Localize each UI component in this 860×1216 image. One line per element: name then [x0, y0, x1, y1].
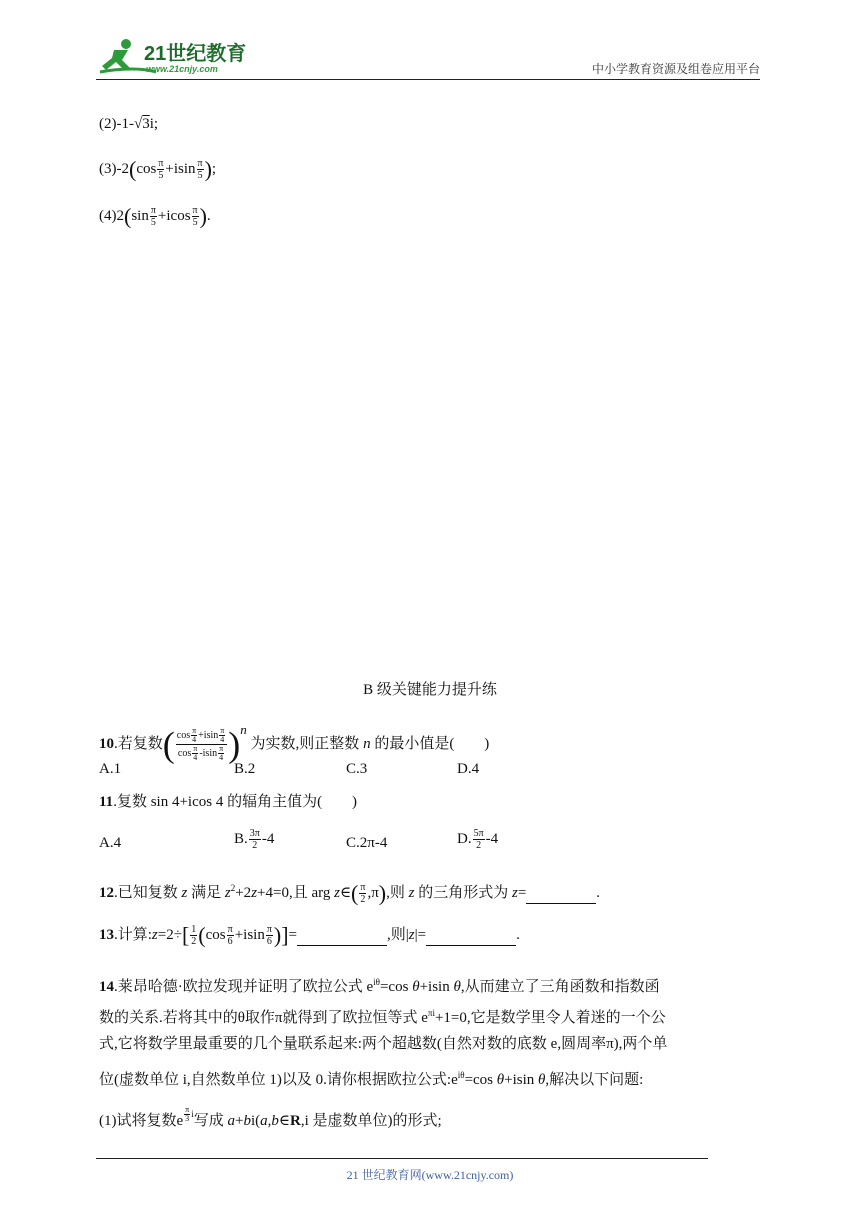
q11-option-d[interactable]: D. $\frac{5\pi}{2}$ -4	[457, 828, 499, 851]
section-title: B 级关键能力提升练	[363, 682, 497, 698]
logo-url: www.21cnjy.com	[146, 64, 218, 74]
question-14-line-3: 式,它将数学里最重要的几个量联系起来:两个超越数(自然对数的底数 e,圆周率π),两个单	[99, 1036, 668, 1052]
question-14-line-1: 14.莱昂哈德·欧拉发现并证明了欧拉公式 $e^{i\theta}=\cos$ θ+isin θ,从而建立了三角函数和指数函	[99, 977, 660, 995]
q10-option-c[interactable]: C.3	[346, 761, 368, 777]
header-platform-text: 中小学教育资源及组卷应用平台	[591, 62, 760, 76]
question-14-sub-1: (1)试将复数e $^{\frac{\pi}{3} i}$写成 a+bi(a,b∈R,i 是虚数单位)的形式;	[99, 1105, 442, 1129]
footer-rule	[96, 1158, 708, 1159]
question-13: 13.计算:z=2÷[ $\frac{1}{2}$ (cos $\frac{\pi}{6}$ +isin $\frac{\pi}{6}$ )]= ,则|z|= .	[99, 922, 520, 948]
question-11: 11.复数 sin 4+icos 4 的辐角主值为( )	[99, 794, 358, 810]
q11-option-c[interactable]: C.2π-4	[346, 835, 388, 851]
q10-option-d[interactable]: D.4	[457, 761, 480, 777]
q12-answer-blank[interactable]	[526, 883, 596, 904]
q13-answer-blank-1[interactable]	[297, 925, 387, 946]
q10-option-b[interactable]: B.2	[234, 761, 256, 777]
question-10: 10.若复数( cos $\frac{\pi}{4}$ +isin $\frac{\pi}{4}$ cos $\frac{\pi}{4}$ -isin $\frac{\pi}{4}$ )$^n$ 为实数,则正整数 n 的最小值是( )	[99, 722, 490, 765]
question-12: 12.已知复数 z 满足 $z^2+2z+4=0$,且 arg z∈( $\frac{\pi}{2}$ ,π),则 z 的三角形式为 z= .	[99, 880, 601, 906]
q10-option-a[interactable]: A.1	[99, 761, 122, 777]
prev-item-2: (2)-1-√3i;	[99, 116, 159, 132]
logo-text: 21世纪教育	[144, 43, 247, 65]
question-14-line-2: 数的关系.若将其中的θ取作π就得到了欧拉恒等式 $e^{\pi i}+1=0$,它是数学里令人着迷的一个公	[99, 1008, 666, 1026]
header-rule	[96, 79, 760, 80]
runner-logo-icon	[96, 36, 256, 76]
question-14-line-4: 位(虚数单位 i,自然数单位 1)以及 0.请你根据欧拉公式$:e^{i\theta}=\cos$ θ+isin θ,解决以下问题:	[99, 1070, 644, 1088]
q11-option-a[interactable]: A.4	[99, 835, 122, 851]
prev-item-3: (3)-2(cos $\frac{\pi}{5}$ +isin $\frac{\pi}{5}$ );	[99, 156, 217, 182]
footer-link[interactable]: 21 世纪教育网(www.21cnjy.com)	[346, 1168, 514, 1182]
q13-answer-blank-2[interactable]	[426, 925, 516, 946]
prev-item-4: (4)2(sin $\frac{\pi}{5}$ +icos $\frac{\pi}{5}$ ).	[99, 203, 211, 229]
q11-option-b[interactable]: B. $\frac{3\pi}{2}$ -4	[234, 828, 275, 851]
site-logo	[96, 36, 256, 76]
